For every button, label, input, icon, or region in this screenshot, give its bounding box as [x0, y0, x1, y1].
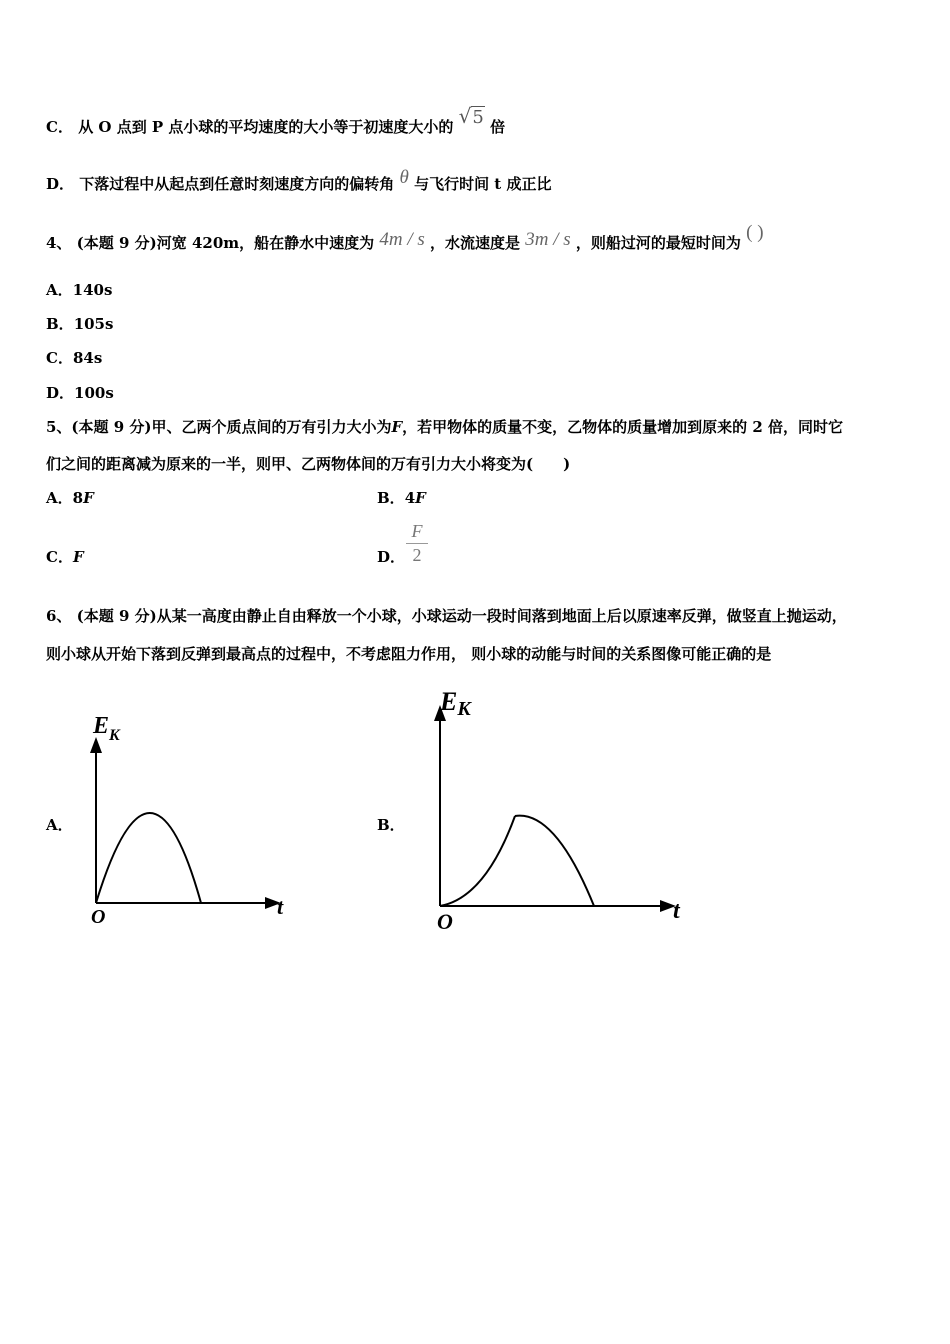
q5-option-d-label: D． — [377, 548, 406, 566]
q4-water-speed: 3m / s — [525, 229, 571, 250]
q3-option-d-label: D． — [46, 175, 75, 193]
q4-boat-speed: 4m / s — [379, 229, 425, 250]
q5-stem-line1-b: ，若甲物体的质量不变，乙物体的质量增加到原来的 2 倍，同时它 — [402, 418, 844, 436]
q5-option-a-num: 8 — [72, 489, 84, 507]
q4-option-d[interactable] — [46, 383, 114, 403]
origin-label: O — [91, 906, 106, 928]
q5-option-c-label: C． — [46, 548, 73, 566]
q4-option-a-text: 140s — [72, 281, 113, 299]
q6-graph-a — [85, 705, 295, 930]
q6-option-a[interactable] — [46, 815, 73, 835]
ek-curve-rising — [515, 816, 594, 906]
q6-stem-line1 — [46, 606, 847, 626]
q4-option-c[interactable] — [46, 348, 102, 368]
q6-option-b-label: B． — [377, 816, 405, 834]
ek-curve-falling — [440, 816, 515, 906]
q3-option-c[interactable] — [46, 104, 506, 137]
q4-option-d-text: 100s — [74, 384, 114, 402]
q6-graph-b — [430, 680, 695, 935]
q5-option-c-var: F — [72, 548, 84, 566]
q4-stem-part2: ，水流速度是 — [430, 234, 521, 252]
q6-option-a-label: A． — [46, 816, 73, 834]
q5-option-a[interactable] — [46, 488, 94, 508]
origin-label: O — [437, 909, 453, 934]
q4-stem-part1: 4、 (本题 9 分)河宽 420m，船在静水中速度为 — [46, 234, 375, 252]
q4-stem-part3: ，则船过河的最短时间为 — [575, 234, 741, 252]
q4-stem — [46, 222, 764, 253]
q5-option-b[interactable] — [377, 488, 426, 508]
q3-option-c-text: 从 O 点到 P 点小球的平均速度的大小等于初速度大小的 — [78, 118, 454, 136]
q4-option-b-label: B． — [46, 315, 74, 333]
q4-option-c-label: C． — [46, 349, 73, 367]
q5-option-d-fraction — [406, 519, 428, 566]
q4-option-a[interactable] — [46, 280, 112, 300]
q4-option-b[interactable] — [46, 314, 113, 334]
y-axis-label: $E_K$ — [93, 713, 120, 744]
q5-stem-line2 — [46, 454, 570, 474]
q4-option-c-text: 84s — [72, 349, 103, 367]
x-axis-label: t — [277, 894, 284, 919]
q5-stem-line1 — [46, 417, 843, 437]
q6-option-b[interactable] — [377, 815, 405, 835]
q5-option-c[interactable] — [46, 547, 84, 567]
q5-option-b-num: 4 — [404, 489, 416, 507]
q5-option-a-var: F — [83, 489, 94, 507]
q6-stem-line2 — [46, 644, 771, 664]
ek-curve — [96, 813, 201, 903]
theta-symbol: θ — [399, 167, 409, 188]
q3-option-d-text: 下落过程中从起点到任意时刻速度方向的偏转角 — [79, 175, 395, 193]
q3-option-c-label: C． — [46, 118, 73, 136]
q4-option-d-label: D． — [46, 384, 75, 402]
y-axis-label: EK — [440, 687, 471, 720]
q4-option-b-text: 105s — [73, 315, 114, 333]
q5-option-b-var: F — [415, 489, 426, 507]
q6-stem-line1-text: 6、 (本题 9 分)从某一高度由静止自由释放一个小球，小球运动一段时间落到地面上后以原速率反弹，做竖直上抛运动， — [46, 607, 847, 625]
q5-option-b-label: B． — [377, 489, 405, 507]
q3-option-d[interactable] — [46, 167, 552, 194]
q4-option-a-label: A． — [46, 281, 73, 299]
q6-stem-line2-text: 则小球从开始下落到反弹到最高点的过程中，不考虑阻力作用， 则小球的动能与时间的关系图像可能正确的是 — [46, 645, 772, 663]
q4-answer-blank: ( ) — [746, 222, 764, 243]
fraction-denominator: 2 — [412, 545, 422, 565]
q5-stem-line1-a: 5、(本题 9 分)甲、乙两个质点间的万有引力大小为 — [46, 418, 392, 436]
x-axis-label: t — [673, 898, 680, 924]
q5-stem-line2-text: 们之间的距离减为原来的一半，则甲、乙两物体间的万有引力大小将变为( ) — [46, 455, 571, 473]
fraction-numerator: F — [406, 519, 428, 544]
q3-option-c-suffix: 倍 — [490, 118, 506, 136]
q3-option-d-suffix: 与飞行时间 t 成正比 — [414, 175, 552, 193]
q5-force-var: F — [391, 418, 403, 436]
q5-option-d[interactable] — [377, 547, 405, 567]
q5-option-a-label: A． — [46, 489, 73, 507]
sqrt-five: √5 — [458, 104, 484, 128]
